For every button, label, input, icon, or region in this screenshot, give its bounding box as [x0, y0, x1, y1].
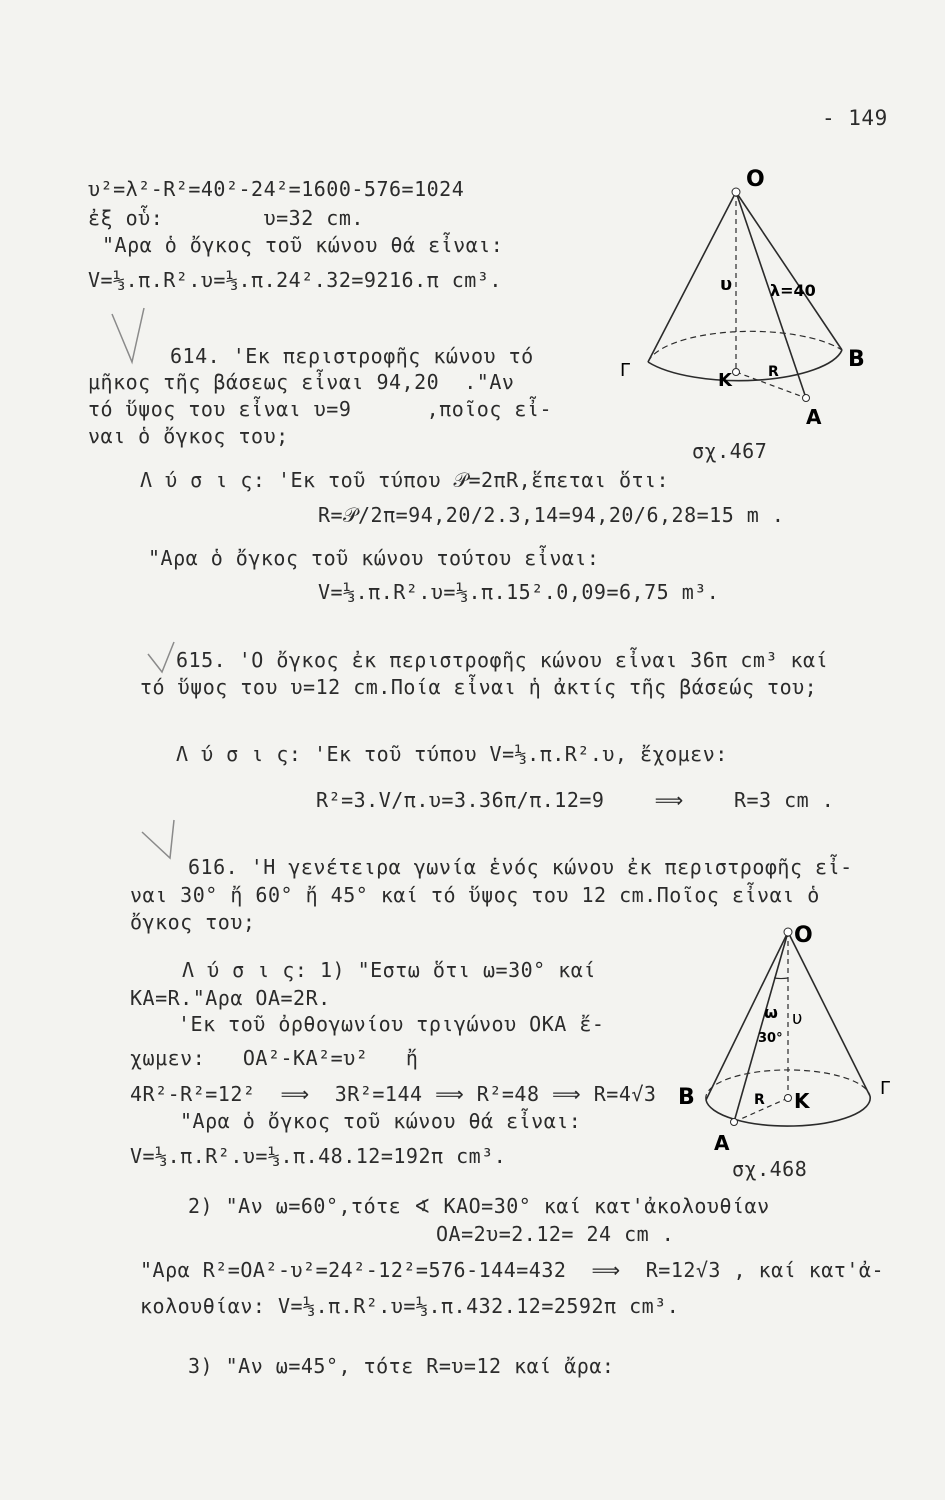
fig468-label-r: R [754, 1092, 765, 1108]
fig467-label-r: R [768, 364, 779, 380]
problem-615-title: 615. 'Ο ὄγκος ἐκ περιστροφῆς κώνου εἶναι 36π cm³ καί [176, 648, 829, 672]
fig468-label-u: υ [792, 1008, 803, 1029]
fig467-label-lambda: λ=40 [770, 281, 816, 300]
fig467-label-u: υ [720, 274, 733, 295]
text-line: Λ ύ σ ι ς: 'Εκ τοῦ τύπου V=⅓.π.R².υ, ἔχομεν: [176, 742, 728, 766]
figure-468 [676, 918, 906, 1158]
text-line: τό ὕψος του υ=12 cm.Ποία εἶναι ἡ ἀκτίς τῆς βάσεώς του; [140, 675, 818, 699]
formula-line: R=𝒫/2π=94,20/2.3,14=94,20/6,28=15 m . [318, 503, 785, 527]
formula-line: R²=3.V/π.υ=3.36π/π.12=9 ⟹ R=3 cm . [316, 788, 835, 812]
fig467-label-a: A [806, 405, 822, 429]
problem-616-title: 616. 'Η γενέτειρα γωνία ἑνός κώνου ἐκ περιστροφῆς εἶ- [188, 855, 853, 879]
text-line: "Αρα ὁ ὄγκος τοῦ κώνου θά εἶναι: [102, 233, 504, 257]
text-line: Λ ύ σ ι ς: 'Εκ τοῦ τύπου 𝒫=2πR,ἕπεται ὅτι: [140, 468, 670, 492]
text-line: ὄγκος του; [130, 910, 256, 934]
text-line: 3) "Αν ω=45°, τότε R=υ=12 καί ἄρα: [188, 1354, 615, 1378]
formula-line: V=⅓.π.R².υ=⅓.π.15².0,09=6,75 m³. [318, 580, 720, 604]
fig468-label-30: 30° [758, 1031, 783, 1046]
formula-line: V=⅓.π.R².υ=⅓.π.48.12=192π cm³. [130, 1144, 507, 1168]
text-line: μῆκος τῆς βάσεως εἶναι 94,20 ."Αν [88, 370, 515, 394]
fig468-label-g: Γ [880, 1078, 891, 1099]
problem-614-title: 614. 'Εκ περιστροφῆς κώνου τό [170, 344, 534, 368]
figure-467 [620, 160, 870, 460]
figure-467-caption: σχ.467 [692, 439, 768, 463]
text-line: Λ ύ σ ι ς: 1) "Εστω ὅτι ω=30° καί [182, 958, 596, 982]
figure-468-caption: σχ.468 [732, 1157, 808, 1181]
text-line: 2) "Αν ω=60°,τότε ∢ KAO=30° καί κατ'ἀκολουθίαν [188, 1194, 770, 1218]
text-line: 'Εκ τοῦ ὀρθογωνίου τριγώνου ΟΚΑ ἔ- [178, 1012, 605, 1036]
fig467-label-g: Γ [620, 360, 631, 381]
formula-line: "Αρα R²=OA²-υ²=24²-12²=576-144=432 ⟹ R=12√3 , καί κατ'ἀ- [140, 1258, 885, 1282]
text-line: υ²=λ²-R²=40²-24²=1600-576=1024 [88, 177, 465, 201]
text-line: ναι ὁ ὄγκος του; [88, 424, 289, 448]
check-mark-icon [108, 306, 148, 372]
fig468-label-omega: ω [764, 1003, 778, 1022]
text-line: ναι 30° ἤ 60° ἤ 45° καί τό ὕψος του 12 cm.Ποῖος εἶναι ὁ [130, 883, 820, 907]
text-line: KA=R."Αρα OA=2R. [130, 986, 331, 1010]
fig468-label-k: K [794, 1089, 810, 1113]
fig468-label-o: O [794, 923, 813, 948]
fig467-label-k: K [718, 370, 732, 391]
formula-line: κολουθίαν: V=⅓.π.R².υ=⅓.π.432.12=2592π cm³. [140, 1294, 680, 1318]
text-line: V=⅓.π.R².υ=⅓.π.24².32=9216.π cm³. [88, 268, 502, 292]
fig467-label-o: O [746, 167, 765, 192]
fig468-label-b: B [678, 1085, 695, 1110]
page-number: - 149 [822, 106, 888, 130]
check-mark-icon [144, 640, 178, 680]
formula-line: OA=2υ=2.12= 24 cm . [436, 1222, 675, 1246]
formula-line: 4R²-R²=12² ⟹ 3R²=144 ⟹ R²=48 ⟹ R=4√3 [130, 1082, 657, 1106]
text-line: χωμεν: OA²-KA²=υ² ἤ [130, 1046, 419, 1070]
text-line: τό ὕψος του εἶναι υ=9 ,ποῖος εἶ- [88, 397, 553, 421]
fig468-label-a: A [714, 1131, 730, 1155]
text-line: "Αρα ὁ ὄγκος τοῦ κώνου τούτου εἶναι: [148, 546, 600, 570]
text-line: "Αρα ὁ ὄγκος τοῦ κώνου θά εἶναι: [180, 1109, 582, 1133]
check-mark-icon [136, 818, 184, 866]
text-line: ἐξ οὗ: υ=32 cm. [88, 206, 364, 230]
fig467-label-b: B [848, 347, 865, 372]
